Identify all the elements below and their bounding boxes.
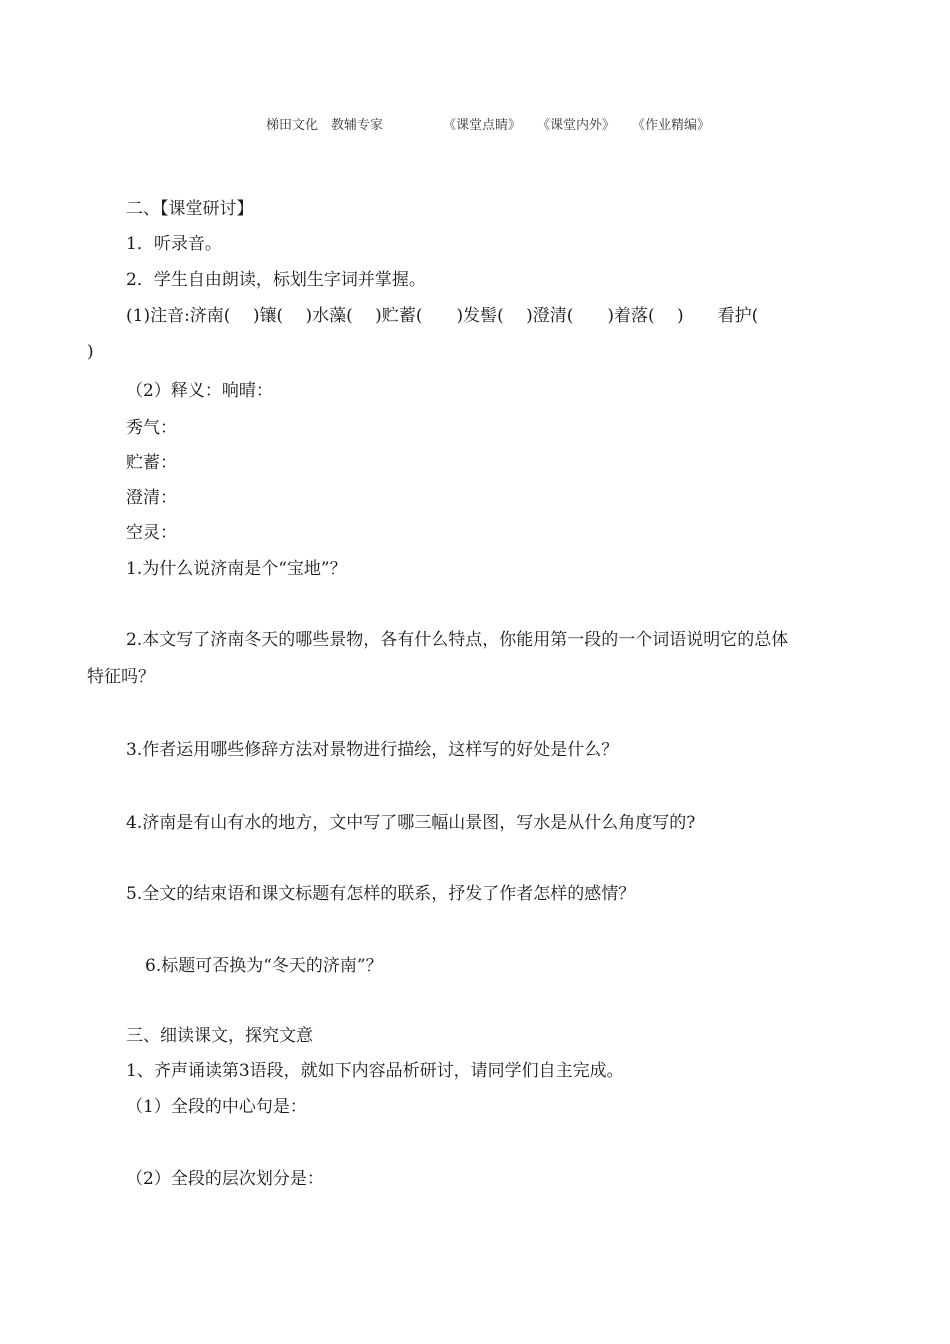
definition-kongling: 空灵： <box>126 523 177 543</box>
question-3: 3.作者运用哪些修辞方法对景物进行描绘，这样写的好处是什么？ <box>126 740 619 760</box>
header-book-ketang-dianjing: 《课堂点睛》 <box>443 118 522 133</box>
pinyin-exercise-line2: ) <box>87 342 94 362</box>
section2-title: 二、【课堂研讨】 <box>126 199 254 219</box>
header-brand: 梯田文化 教辅专家 <box>266 118 384 133</box>
question-1: 1.为什么说济南是个“宝地”？ <box>126 559 347 579</box>
section2-item1: 1．听录音。 <box>126 234 222 254</box>
definition-label: （2）释义：响晴： <box>126 381 273 401</box>
section3-item1: 1、齐声诵读第3语段，就如下内容品析研讨，请同学们自主完成。 <box>126 1061 624 1081</box>
header-book-ketang-neiwai: 《课堂内外》 <box>537 118 616 133</box>
header-book-zuoye-jingbian: 《作业精编》 <box>632 118 711 133</box>
section2-item2: 2．学生自由朗读，标划生字词并掌握。 <box>126 270 426 290</box>
definition-xiuqi: 秀气： <box>126 418 177 438</box>
question-2-line2: 特征吗？ <box>87 667 155 687</box>
definition-zhuxu: 贮蓄： <box>126 453 177 473</box>
section3-title: 三、细读课文，探究文意 <box>126 1026 313 1046</box>
pinyin-exercise-line1: (1)注音:济南( )镶( )水藻( )贮蓄( )发髻( )澄清( )着落( ) 看护( <box>126 306 759 326</box>
question-5: 5.全文的结束语和课文标题有怎样的联系，抒发了作者怎样的感情？ <box>126 884 636 904</box>
question-2-line1: 2.本文写了济南冬天的哪些景物，各有什么特点，你能用第一段的一个词语说明它的总体 <box>126 630 789 650</box>
section3-sub1: （1）全段的中心句是： <box>126 1097 307 1117</box>
definition-chengqing: 澄清： <box>126 488 177 508</box>
question-6: 6.标题可否换为“冬天的济南”？ <box>145 956 383 976</box>
question-4: 4.济南是有山有水的地方，文中写了哪三幅山景图，写水是从什么角度写的? <box>126 813 696 833</box>
section3-sub2: （2）全段的层次划分是： <box>126 1169 324 1189</box>
